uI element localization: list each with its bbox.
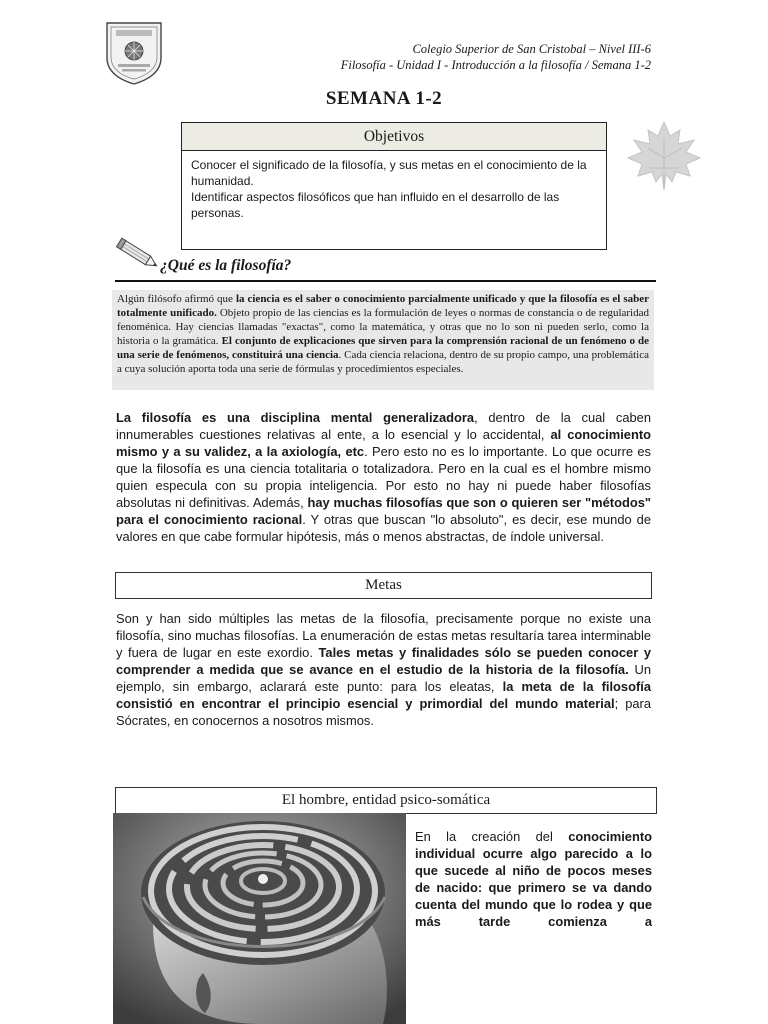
paragraph-text: . Pero esto no es lo importante. Lo que ocurre es que la filosofía es una ciencia totalitaria o totalizadora. Pero en la cual es el hombre mismo quien especula con su propia inteligencia. Por esto no hay ni puede haber filosofías absolutas ni definitivas. Además, [116, 444, 651, 510]
paragraph-text: Un ejemplo, sin embargo, aclarará este punto: para los eleatas, [116, 662, 651, 694]
objetivos-box [181, 122, 607, 250]
paragraph-text: , dentro de la cual caben innumerables cuestiones relativas al ente, a lo esencial y lo accidental, [116, 410, 651, 442]
paragraph-text-bold: Tales metas y finalidades sólo se pueden conocer y comprender a medida que se avance en el estudio de la historia de la filosofía. [116, 645, 651, 677]
page-title: SEMANA 1-2 [325, 88, 443, 109]
objetivo-item: Identificar aspectos filosóficos que han influido en el desarrollo de las personas. [191, 190, 560, 220]
definition-text: . Cada ciencia relaciona, dentro de su propio campo, una problemática a cuya solución aporta toda una serie de fórmulas y procedimientos especiales. [117, 349, 649, 376]
definition-text-bold: El conjunto de explicaciones que sirven para la comprensión racional de un fenómeno o de una serie de fenómenos, constituirá una ciencia [117, 335, 650, 362]
paragraph-filosofia [116, 409, 651, 545]
maze-head-image [113, 813, 406, 1024]
section-heading-que-es: ¿Qué es la filosofía? [160, 257, 292, 274]
header-unit-line: Filosofía - Unidad I - Introducción a la filosofía / Semana 1-2 [340, 58, 651, 72]
objetivos-heading: Objetivos [182, 123, 606, 151]
paragraph-text: . Y otras que buscan "lo absoluto", es decir, ese mundo de valores en que cabe formular hipótesis, más o menos abstractas, de índole universal. [116, 512, 651, 544]
definition-text: Objeto propio de las ciencias es la formulación de leyes o normas de constancia o de regularidad fenoménica. Hay ciencias llamadas "exactas", como la matemática, y otras que no lo son ni pueden serlo, como la historia o la gramática. [117, 307, 649, 348]
section-heading-metas: Metas [115, 572, 652, 599]
definition-text: Algún filósofo afirmó que [117, 293, 236, 305]
paragraph-text: En la creación del [415, 829, 569, 844]
maple-leaf-icon [624, 118, 704, 194]
paragraph-text-bold: al conocimiento mismo y a su validez, a la axiología, etc [116, 427, 651, 459]
paragraph-text-bold: la meta de la filosofía consistió en encontrar el principio esencial y primordial del mundo material [116, 679, 651, 711]
paragraph-metas [116, 610, 651, 729]
pencil-icon [115, 236, 163, 276]
paragraph-text-bold: hay muchas filosofías que son o quieren ser "métodos" para el conocimiento racional [116, 495, 651, 527]
paragraph-hombre [415, 828, 652, 930]
paragraph-text: Son y han sido múltiples las metas de la filosofía, precisamente porque no existe una filosofía, sino muchas filosofías. La enumeración de estas metas resultaría tarea interminable y fuera de lugar en este exordio. [116, 611, 651, 660]
section-heading-hombre: El hombre, entidad psico-somática [115, 787, 657, 814]
paragraph-text-bold: conocimiento individual ocurre algo parecido a lo que sucede al niño de pocos meses de nacido: que primero se va dando cuenta del mundo que lo rodea y que más tarde comienza a [415, 829, 652, 929]
school-crest-icon [104, 20, 164, 86]
section-divider [115, 280, 656, 282]
objetivo-item: Conocer el significado de la filosofía, y sus metas en el conocimiento de la humanidad. [191, 158, 587, 188]
header-school-line: Colegio Superior de San Cristobal – Nivel III-6 [412, 42, 651, 56]
objetivos-list [182, 151, 606, 221]
paragraph-text: ; para Sócrates, en conocernos a nosotros mismos. [116, 696, 651, 728]
definition-box [112, 290, 654, 390]
definition-text-bold: la ciencia es el saber o conocimiento parcialmente unificado y que la filosofía es el saber totalmente unificado. [117, 293, 649, 320]
paragraph-text-bold: La filosofía es una disciplina mental generalizadora [116, 410, 475, 425]
